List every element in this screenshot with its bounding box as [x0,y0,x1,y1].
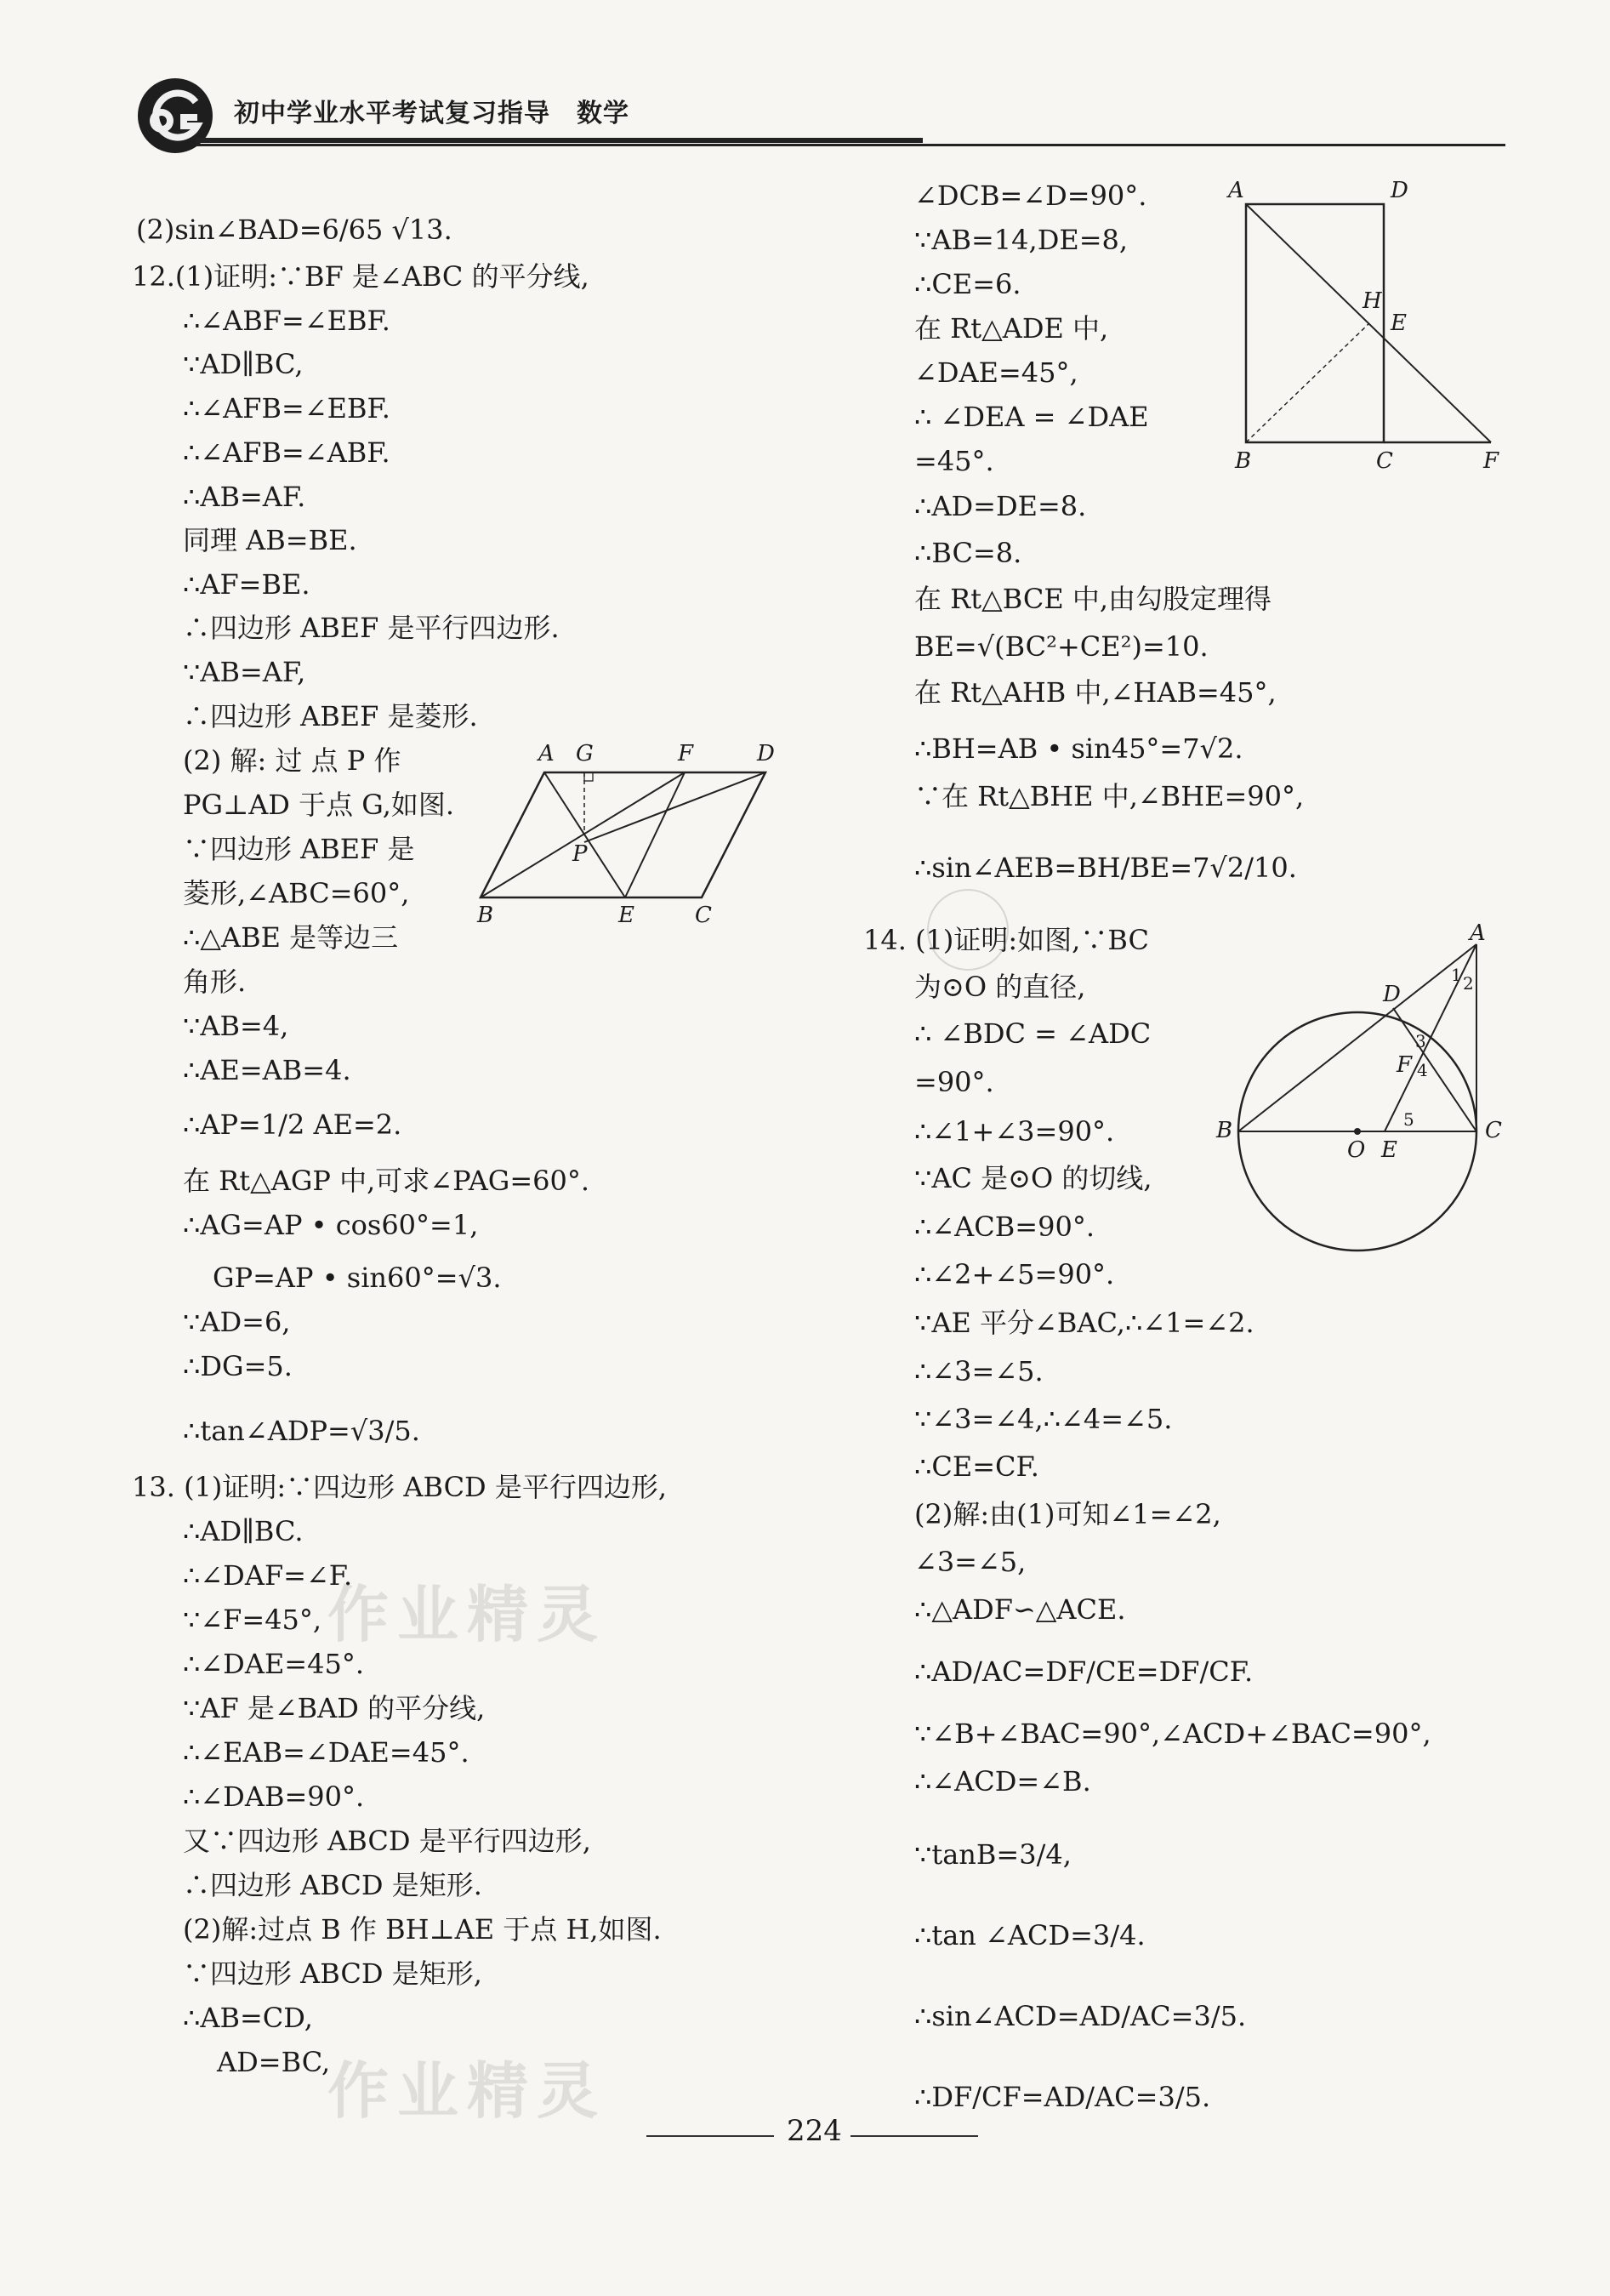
figure-q12-parallelogram [472,740,795,927]
solution-line: ∵tanB=3/4, [914,1838,1072,1871]
solution-line: ∴BH=AB • sin45°=7√2. [914,732,1243,765]
solution-line: ∵四边形 ABCD 是矩形, [183,1957,482,1990]
solution-line: ∵∠B+∠BAC=90°,∠ACD+∠BAC=90°, [914,1718,1431,1750]
fig14-label: F [1397,1052,1413,1078]
solution-line: ∠DCB=∠D=90°. [914,179,1147,212]
fig12-label: E [618,903,634,927]
solution-line: ∴AD=DE=8. [914,490,1087,522]
fig13-label: D [1391,179,1408,203]
solution-line: ∵AD∥BC, [183,348,304,380]
solution-line: ∴∠ABF=∠EBF. [183,305,390,337]
solution-line: ∠3=∠5, [914,1546,1027,1578]
solution-line: 为⊙O 的直径, [914,971,1086,1003]
page-footer [646,2114,987,2156]
fig14-label: 5 [1403,1109,1414,1130]
fig12-label: B [477,903,494,927]
solution-line: ∵AB=14,DE=8, [914,224,1129,256]
solution-line: ∴四边形 ABEF 是菱形. [183,700,478,732]
solution-line: (2)解:过点 B 作 BH⊥AE 于点 H,如图. [183,1913,662,1946]
watermark: 作业精灵 [327,1579,607,1650]
solution-line: ∴∠DAB=90°. [183,1780,365,1813]
solution-line: ∵AD=6, [183,1306,291,1338]
page-header [136,77,1505,153]
solution-line: ∴∠1+∠3=90°. [914,1115,1115,1148]
solution-line: 同理 AB=BE. [183,524,357,556]
solution-line: 在 Rt△ADE 中, [914,312,1109,345]
solution-line: ∴△ADF∽△ACE. [914,1593,1126,1626]
solution-line: ∴∠EAB=∠DAE=45°. [183,1736,469,1769]
fig14-label: 1 [1451,965,1462,985]
solution-line: ∵AB=AF, [183,656,306,688]
solution-line: 在 Rt△BCE 中,由勾股定理得 [914,583,1272,615]
solution-line: 13. (1)证明:∵四边形 ABCD 是平行四边形, [132,1471,668,1503]
solution-line: ∴CE=CF. [914,1450,1039,1483]
solution-line: PG⊥AD 于点 G,如图. [183,789,455,821]
solution-line: =90°. [914,1066,994,1098]
solution-line: ∴∠2+∠5=90°. [914,1258,1115,1290]
solution-line: (2) 解: 过 点 P 作 [183,744,401,777]
fig13-label: E [1391,311,1407,336]
solution-line: ∴∠AFB=∠ABF. [183,436,390,469]
fig14-label: 3 [1415,1031,1426,1051]
solution-line: ∴CE=6. [914,268,1021,300]
solution-line: ∠DAE=45°, [914,356,1078,389]
fig13-label: A [1228,179,1244,203]
solution-line: ∵四边形 ABEF 是 [183,833,415,865]
fig14-label: C [1485,1118,1502,1143]
solution-line: BE=√(BC²+CE²)=10. [914,630,1209,663]
fig14-label: 2 [1463,973,1474,994]
solution-line: =45°. [914,445,994,477]
solution-line: ∴ ∠DEA = ∠DAE [914,401,1149,433]
solution-line: ∴四边形 ABEF 是平行四边形. [183,612,560,644]
solution-line: ∴AD∥BC. [183,1515,304,1547]
fig14-label: A [1470,923,1486,946]
solution-line: ∴四边形 ABCD 是矩形. [183,1869,482,1901]
solution-line: ∴tan∠ADP=√3/5. [183,1415,420,1447]
solution-line: ∵AF 是∠BAD 的平分线, [183,1692,486,1724]
solution-line: ∴sin∠ACD=AD/AC=3/5. [914,2000,1247,2032]
header-title: 初中学业水平考试复习指导 数学 [234,99,629,128]
solution-line: 12.(1)证明:∵BF 是∠ABC 的平分线, [132,260,589,293]
solution-line: 角形. [183,966,247,998]
page-number: 224 [787,2114,842,2148]
solution-line: 14. (1)证明:如图,∵BC [863,924,1149,956]
solution-line: GP=AP • sin60°=√3. [213,1262,502,1294]
solution-line: (2)解:由(1)可知∠1=∠2, [914,1498,1221,1530]
solution-line: ∴DF/CF=AD/AC=3/5. [914,2081,1211,2113]
solution-line: ∵∠F=45°, [183,1604,322,1636]
solution-line: ∴∠AFB=∠EBF. [183,392,390,424]
solution-line: ∴AE=AB=4. [183,1054,351,1086]
solution-line: ∵AC 是⊙O 的切线, [914,1162,1152,1194]
solution-line: ∵在 Rt△BHE 中,∠BHE=90°, [914,780,1305,812]
solution-line: ∴AD/AC=DF/CE=DF/CF. [914,1655,1254,1688]
solution-line: ∴∠DAF=∠F. [183,1559,353,1592]
solution-line: ∴DG=5. [183,1350,293,1382]
solution-line: 在 Rt△AHB 中,∠HAB=45°, [914,676,1277,709]
header-rule-thin [196,144,1505,146]
fig13-label: H [1363,288,1382,314]
solution-line: 菱形,∠ABC=60°, [183,877,410,909]
fig13-label: F [1483,448,1499,472]
header-rule [196,138,923,143]
fig14-label: E [1381,1137,1397,1163]
fig12-label: C [695,903,712,927]
solution-line: ∴∠3=∠5. [914,1355,1044,1387]
fig12-label: A [538,741,555,766]
fig12-label: D [757,741,775,766]
solution-line: ∴AP=1/2 AE=2. [183,1108,402,1141]
fig13-label: C [1376,448,1393,472]
solution-line: ∴sin∠AEB=BH/BE=7√2/10. [914,852,1297,884]
solution-line: ∴∠DAE=45°. [183,1648,364,1680]
solution-line: ∴BC=8. [914,537,1022,569]
solution-line: ∴△ABE 是等边三 [183,921,399,954]
solution-line: ∴AG=AP • cos60°=1, [183,1209,479,1241]
fig14-label: D [1383,982,1401,1007]
solution-line: 在 Rt△AGP 中,可求∠PAG=60°. [183,1165,590,1197]
fig12-label: F [678,741,694,766]
solution-line: ∴tan ∠ACD=3/4. [914,1919,1146,1951]
solution-line: ∴AB=CD, [183,2002,313,2034]
watermark: 作业精灵 [327,2055,607,2127]
solution-line: ∴ ∠BDC = ∠ADC [914,1017,1152,1050]
fig13-label: B [1235,448,1252,472]
solution-line: ∵AE 平分∠BAC,∴∠1=∠2. [914,1307,1254,1339]
solution-line: AD=BC, [217,2046,331,2078]
fig12-label: P [572,841,588,867]
solution-line: ∴AB=AF. [183,481,306,513]
fig14-label: O [1347,1137,1366,1163]
fig14-label: 4 [1417,1060,1428,1080]
figure-q14-circle [1208,923,1514,1255]
watermark-stamp-icon [927,889,1009,971]
solution-line: ∴∠ACD=∠B. [914,1765,1091,1797]
fig12-label: G [576,741,594,766]
solution-line: (2)sin∠BAD=6/65 √13. [136,214,452,246]
solution-line: 又∵四边形 ABCD 是平行四边形, [183,1825,591,1857]
solution-line: ∴AF=BE. [183,568,310,601]
fig14-label: B [1216,1118,1233,1143]
solution-line: ∵AB=4, [183,1010,289,1042]
solution-line: ∵∠3=∠4,∴∠4=∠5. [914,1403,1173,1435]
figure-q13-rectangle [1216,179,1510,472]
footer-rule [851,2135,978,2137]
footer-rule [646,2135,774,2137]
solution-line: ∴∠ACB=90°. [914,1211,1095,1243]
